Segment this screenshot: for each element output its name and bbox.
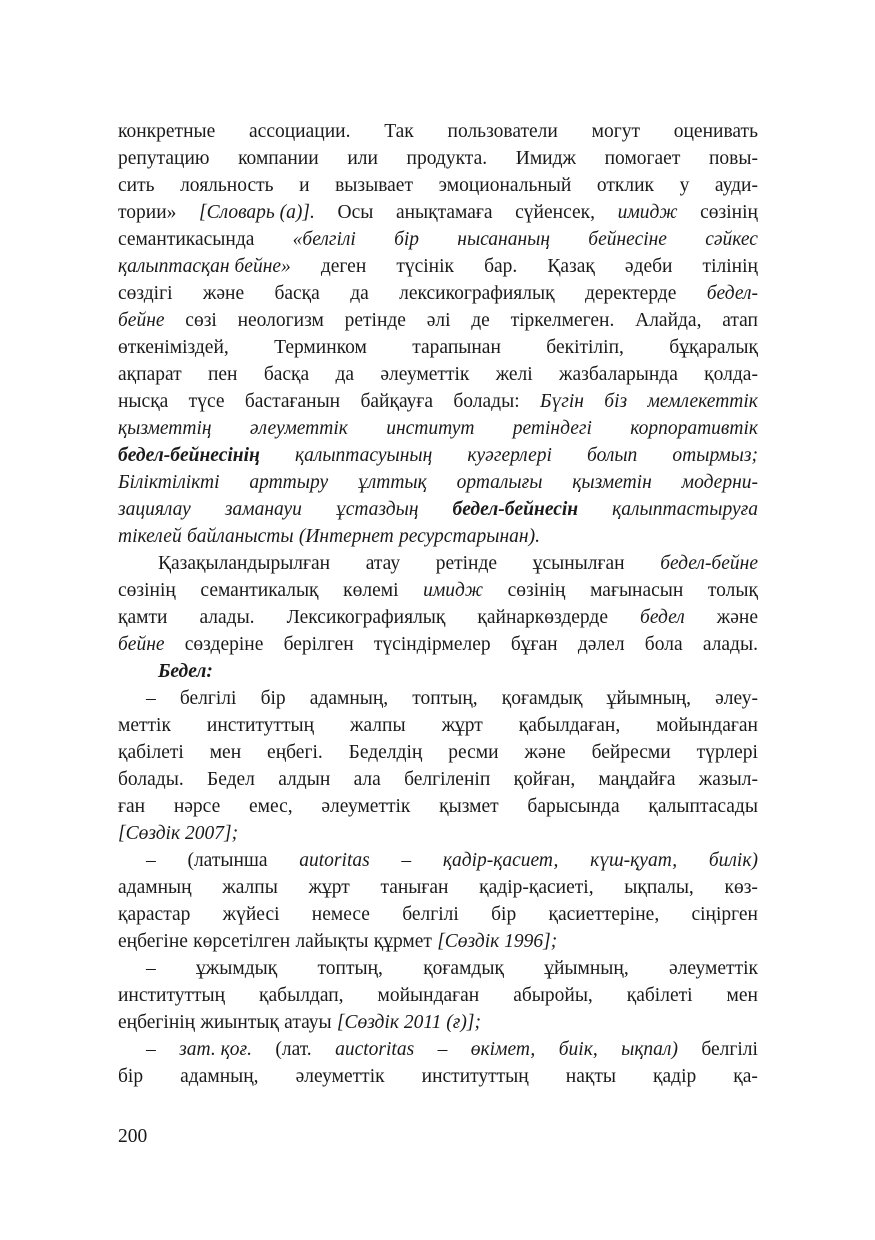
text-segment: әлеуметтік bbox=[249, 418, 348, 439]
text-segment: де bbox=[471, 310, 490, 331]
text-segment: барысында bbox=[527, 796, 620, 817]
text-segment: қабылдаған, bbox=[518, 715, 621, 736]
text-segment: – bbox=[146, 1039, 156, 1060]
text-segment: неологизм bbox=[237, 310, 324, 331]
text-line bbox=[118, 226, 758, 253]
text-line bbox=[118, 469, 758, 496]
text-segment: жазбаларында bbox=[559, 364, 678, 385]
text-segment: ресми bbox=[448, 742, 499, 763]
text-segment: (лат. bbox=[275, 1039, 312, 1060]
text-segment: нысананың bbox=[457, 229, 551, 250]
text-segment: қабылдап, bbox=[259, 985, 344, 1006]
text-line bbox=[118, 604, 758, 631]
text-segment: семантикалық bbox=[200, 580, 319, 601]
text-segment: (латынша bbox=[187, 850, 268, 871]
text-segment: бұқаралық bbox=[669, 337, 758, 358]
text-segment: қойған, bbox=[513, 769, 576, 790]
text-line bbox=[118, 334, 758, 361]
text-line bbox=[118, 118, 758, 145]
text-segment: сүйенсек, bbox=[515, 202, 595, 223]
text-segment: модерни- bbox=[681, 472, 758, 493]
text-segment: атап bbox=[722, 310, 758, 331]
text-segment: ұстаздың bbox=[335, 499, 419, 520]
text-segment: заманауи bbox=[224, 499, 302, 520]
text-segment: отырмыз; bbox=[672, 445, 758, 466]
text-segment: мағынасын bbox=[590, 580, 684, 601]
text-segment: ұжымдық bbox=[196, 958, 278, 979]
text-segment: зациялау bbox=[118, 499, 191, 520]
text-segment: [Сөздік 2007]; bbox=[118, 823, 239, 844]
text-segment: тіркелмеген. bbox=[510, 310, 615, 331]
text-segment: бұған bbox=[510, 634, 558, 655]
text-segment: адамның, bbox=[180, 1066, 259, 1087]
text-line bbox=[118, 523, 758, 550]
text-segment: көз- bbox=[724, 877, 758, 898]
text-segment: түсінік bbox=[396, 256, 454, 277]
text-segment: или bbox=[347, 148, 378, 169]
text-segment: толық bbox=[707, 580, 758, 601]
text-segment: Қазақыландырылған bbox=[158, 553, 331, 574]
text-segment: бастағанын bbox=[244, 391, 341, 412]
text-segment: құрмет bbox=[373, 931, 432, 952]
text-segment: да bbox=[350, 283, 369, 304]
text-segment: болады. bbox=[118, 769, 184, 790]
text-segment: тікелей bbox=[118, 526, 182, 547]
text-segment: лайықты bbox=[295, 931, 369, 952]
text-segment: (Интернет bbox=[298, 526, 394, 547]
text-segment: меттік bbox=[118, 715, 171, 736]
text-segment: біз bbox=[604, 391, 628, 412]
text-segment: продукта. bbox=[406, 148, 488, 169]
text-segment: [Сөздік 1996]; bbox=[437, 931, 558, 952]
text-segment: ретінде bbox=[344, 310, 406, 331]
text-segment: қадір-қасиет, bbox=[442, 850, 559, 871]
text-segment: түсіндірмелер bbox=[373, 634, 491, 655]
text-segment: мемлекеттік bbox=[647, 391, 758, 412]
text-segment: топтың, bbox=[317, 958, 383, 979]
text-segment: Так bbox=[384, 121, 414, 142]
text-segment: Алайда, bbox=[635, 310, 702, 331]
text-segment: – bbox=[146, 958, 156, 979]
text-segment: деректерде bbox=[584, 283, 677, 304]
text-segment: қадір bbox=[653, 1066, 697, 1087]
text-segment: жалпы bbox=[350, 715, 406, 736]
text-segment: пен bbox=[207, 364, 238, 385]
text-segment: күш-қуат, bbox=[590, 850, 678, 871]
text-segment: auctoritas bbox=[335, 1039, 415, 1060]
text-segment: зат. қоғ. bbox=[179, 1039, 252, 1060]
text-segment: ретіндегі bbox=[512, 418, 592, 439]
text-line bbox=[118, 1063, 758, 1090]
text-line bbox=[118, 928, 758, 955]
text-segment: қоғамдық bbox=[501, 688, 583, 709]
text-segment: биік, bbox=[558, 1039, 598, 1060]
text-segment: ұйымның, bbox=[606, 688, 692, 709]
text-segment: алады. bbox=[702, 634, 758, 655]
text-segment: атауы bbox=[284, 1012, 332, 1033]
text-segment: анықтамаға bbox=[395, 202, 493, 223]
text-segment: ресурстарынан). bbox=[398, 526, 540, 547]
text-segment: бір bbox=[491, 904, 517, 925]
text-segment: Беделдің bbox=[348, 742, 423, 763]
text-segment: әлеуметтік bbox=[295, 1066, 385, 1087]
text-segment: қадір-қасиеті, bbox=[479, 877, 594, 898]
text-segment: немесе bbox=[311, 904, 370, 925]
text-segment: және bbox=[716, 607, 758, 628]
text-segment: қалыптастыруға bbox=[612, 499, 758, 520]
text-segment: «белгілі bbox=[292, 229, 356, 250]
text-line bbox=[118, 199, 758, 226]
text-segment: сіңірген bbox=[691, 904, 758, 925]
text-segment: бір bbox=[394, 229, 420, 250]
text-segment: – bbox=[146, 688, 156, 709]
text-segment: институттың bbox=[118, 985, 226, 1006]
text-line bbox=[118, 658, 758, 685]
text-line bbox=[118, 415, 758, 442]
text-segment: ған bbox=[118, 796, 146, 817]
text-segment: билік) bbox=[708, 850, 758, 871]
text-segment: қызметін bbox=[572, 472, 652, 493]
text-line bbox=[118, 280, 758, 307]
text-line bbox=[118, 982, 758, 1009]
text-segment: белгіленіп bbox=[404, 769, 491, 790]
text-line bbox=[118, 712, 758, 739]
text-segment: тории» bbox=[118, 202, 177, 223]
text-segment: сөзінің bbox=[700, 202, 758, 223]
text-segment: белгілі bbox=[402, 904, 459, 925]
text-line bbox=[118, 253, 758, 280]
text-segment: ықпалы, bbox=[624, 877, 694, 898]
text-segment: қызметтің bbox=[118, 418, 212, 439]
text-segment: топтың, bbox=[412, 688, 478, 709]
text-segment: бекітіліп, bbox=[546, 337, 624, 358]
text-segment: еңбегінің bbox=[118, 1012, 196, 1033]
text-line bbox=[118, 874, 758, 901]
text-segment: қоғамдық bbox=[423, 958, 504, 979]
text-line bbox=[118, 955, 758, 982]
text-segment: Имидж bbox=[515, 148, 576, 169]
text-segment: институттың bbox=[421, 1066, 529, 1087]
text-segment: нәрсе bbox=[173, 796, 221, 817]
text-segment: адамның bbox=[118, 877, 192, 898]
text-segment: повы- bbox=[708, 148, 758, 169]
text-segment: қолда- bbox=[704, 364, 758, 385]
text-segment: түрлері bbox=[696, 742, 758, 763]
text-line bbox=[118, 388, 758, 415]
text-segment: әдеби bbox=[624, 256, 673, 277]
text-segment: желі bbox=[495, 364, 533, 385]
text-segment: байланысты bbox=[186, 526, 294, 547]
text-segment: мен bbox=[209, 742, 242, 763]
text-segment: көрсетілген bbox=[193, 931, 291, 952]
text-segment: жүйесі bbox=[222, 904, 280, 925]
text-segment: репутацию bbox=[118, 148, 210, 169]
text-line bbox=[118, 550, 758, 577]
text-segment: таныған bbox=[380, 877, 449, 898]
text-segment: ұлттық bbox=[357, 472, 427, 493]
text-segment: бір bbox=[260, 688, 286, 709]
text-line bbox=[118, 172, 758, 199]
text-segment: корпоративтік bbox=[630, 418, 758, 439]
text-segment: өткеніміздей, bbox=[118, 337, 229, 358]
text-segment: қалыптасуының bbox=[294, 445, 433, 466]
text-segment: жұрт bbox=[441, 715, 483, 736]
text-segment: Бедел: bbox=[158, 661, 213, 682]
text-segment: отклик bbox=[596, 175, 655, 196]
text-segment: могут bbox=[591, 121, 640, 142]
text-line bbox=[118, 307, 758, 334]
text-segment: пользователи bbox=[447, 121, 558, 142]
text-segment: дәлел bbox=[577, 634, 625, 655]
text-segment: Біліктілікті bbox=[118, 472, 220, 493]
text-segment: қайнаркөздерде bbox=[477, 607, 609, 628]
text-segment: ұсынылған bbox=[532, 553, 625, 574]
text-segment: мойындаған bbox=[656, 715, 758, 736]
text-segment: бейне bbox=[118, 634, 165, 655]
text-line bbox=[118, 820, 758, 847]
text-segment: деген bbox=[320, 256, 367, 277]
text-segment: еңбегі. bbox=[267, 742, 323, 763]
text-segment: болады: bbox=[453, 391, 520, 412]
text-segment: сөзі bbox=[185, 310, 217, 331]
text-segment: берілген bbox=[283, 634, 354, 655]
text-segment: басқа bbox=[263, 364, 310, 385]
text-segment: вызывает bbox=[335, 175, 413, 196]
text-segment: белгілі bbox=[179, 688, 237, 709]
text-segment: имидж bbox=[423, 580, 484, 601]
text-segment: сәйкес bbox=[705, 229, 758, 250]
text-segment: қалыптасқан бейне» bbox=[118, 256, 291, 277]
text-segment: и bbox=[299, 175, 310, 196]
text-segment: тарапынан bbox=[412, 337, 501, 358]
text-line bbox=[118, 847, 758, 874]
text-segment: абыройы, bbox=[513, 985, 593, 1006]
text-segment: тілінің bbox=[702, 256, 758, 277]
text-line bbox=[118, 442, 758, 469]
text-segment: лояльность bbox=[180, 175, 274, 196]
text-segment: бедел- bbox=[706, 283, 758, 304]
text-line bbox=[118, 577, 758, 604]
text-segment: әлі bbox=[426, 310, 451, 331]
text-segment: емес, bbox=[248, 796, 293, 817]
text-segment: бейне bbox=[118, 310, 165, 331]
text-line bbox=[118, 766, 758, 793]
text-segment: – bbox=[146, 850, 156, 871]
text-segment: бір bbox=[118, 1066, 144, 1087]
text-segment: түсе bbox=[188, 391, 225, 412]
text-segment: оценивать bbox=[673, 121, 758, 142]
text-segment: адамның, bbox=[309, 688, 389, 709]
text-segment: және bbox=[524, 742, 566, 763]
text-segment: бейнесіне bbox=[588, 229, 667, 250]
text-segment: сить bbox=[118, 175, 155, 196]
text-segment: жиынтық bbox=[200, 1012, 279, 1033]
text-segment: [Словарь (а)]. bbox=[199, 202, 315, 223]
text-segment: autoritas bbox=[299, 850, 370, 871]
text-segment: ала bbox=[353, 769, 381, 790]
page-number: 200 bbox=[118, 1126, 148, 1147]
text-segment: сөзінің bbox=[507, 580, 566, 601]
text-segment: болып bbox=[587, 445, 638, 466]
text-line bbox=[118, 685, 758, 712]
text-segment: Бедел bbox=[207, 769, 255, 790]
text-segment: қызмет bbox=[439, 796, 499, 817]
text-segment: мойындаған bbox=[377, 985, 480, 1006]
text-segment: бедел bbox=[640, 607, 685, 628]
text-segment: мен bbox=[726, 985, 758, 1006]
text-segment: – bbox=[401, 850, 412, 871]
text-segment: Терминком bbox=[274, 337, 367, 358]
text-segment: ақпарат bbox=[118, 364, 182, 385]
text-segment: эмоциональный bbox=[438, 175, 572, 196]
text-segment: бедел-бейнесін bbox=[452, 499, 579, 520]
text-segment: ықпал) bbox=[621, 1039, 678, 1060]
text-segment: лексикографиялық bbox=[399, 283, 555, 304]
text-segment: сөздігі bbox=[118, 283, 173, 304]
text-segment: семантикасында bbox=[118, 229, 255, 250]
text-line bbox=[118, 793, 758, 820]
text-segment: [Сөздік 2011 (ғ)]; bbox=[336, 1012, 481, 1033]
text-segment: алады. bbox=[199, 607, 255, 628]
text-segment: қалыптасады bbox=[648, 796, 758, 817]
text-line bbox=[118, 145, 758, 172]
text-segment: қарастар bbox=[118, 904, 191, 925]
page-body bbox=[118, 118, 758, 1090]
text-line bbox=[118, 739, 758, 766]
text-segment: арттыру bbox=[249, 472, 329, 493]
text-segment: және bbox=[202, 283, 245, 304]
text-segment: басқа bbox=[274, 283, 320, 304]
text-line bbox=[118, 1009, 758, 1036]
text-segment: әлеуметтік bbox=[321, 796, 411, 817]
text-segment: алдын bbox=[278, 769, 331, 790]
text-segment: қа- bbox=[733, 1066, 758, 1087]
text-segment: конкретные bbox=[118, 121, 216, 142]
text-segment: ассоциации. bbox=[249, 121, 351, 142]
text-segment: помогает bbox=[604, 148, 681, 169]
text-segment: әлеуметтік bbox=[669, 958, 758, 979]
text-segment: белгілі bbox=[701, 1039, 758, 1060]
text-segment: әлеу- bbox=[715, 688, 758, 709]
text-segment: ретінде bbox=[435, 553, 498, 574]
text-segment: қабілеті bbox=[118, 742, 184, 763]
text-line bbox=[118, 631, 758, 658]
text-segment: маңдайға bbox=[598, 769, 676, 790]
text-segment: Осы bbox=[337, 202, 374, 223]
text-segment: ұйымның, bbox=[544, 958, 629, 979]
text-segment: жұрт bbox=[308, 877, 350, 898]
text-line bbox=[118, 901, 758, 928]
text-segment: нысқа bbox=[118, 391, 169, 412]
text-segment: қамти bbox=[118, 607, 168, 628]
text-segment: Қазақ bbox=[547, 256, 595, 277]
text-segment: жалпы bbox=[222, 877, 278, 898]
text-segment: әлеуметтік bbox=[380, 364, 470, 385]
text-segment: бедел-бейне bbox=[660, 553, 758, 574]
text-segment: көлемі bbox=[343, 580, 399, 601]
text-segment: куәгерлері bbox=[467, 445, 552, 466]
text-segment: сөзінің bbox=[118, 580, 176, 601]
text-segment: қабілеті bbox=[626, 985, 693, 1006]
text-segment: еңбегіне bbox=[118, 931, 188, 952]
text-segment: имидж bbox=[617, 202, 678, 223]
text-segment: институттың bbox=[206, 715, 315, 736]
text-segment: өкімет, bbox=[470, 1039, 536, 1060]
text-segment: компании bbox=[238, 148, 319, 169]
text-segment: бейресми bbox=[591, 742, 671, 763]
text-segment: Лексикографиялық bbox=[286, 607, 446, 628]
text-segment: байқауға bbox=[360, 391, 434, 412]
text-segment: сөздеріне bbox=[184, 634, 264, 655]
text-segment: бар. bbox=[484, 256, 518, 277]
text-segment: бедел-бейнесінің bbox=[118, 445, 260, 466]
text-segment: – bbox=[437, 1039, 448, 1060]
text-line bbox=[118, 1036, 758, 1063]
text-segment: институт bbox=[386, 418, 475, 439]
text-segment: атау bbox=[365, 553, 401, 574]
text-segment: Бүгін bbox=[539, 391, 584, 412]
text-line bbox=[118, 361, 758, 388]
text-segment: да bbox=[335, 364, 355, 385]
text-segment: орталығы bbox=[456, 472, 543, 493]
text-line bbox=[118, 496, 758, 523]
text-segment: бола bbox=[644, 634, 683, 655]
text-segment: жазыл- bbox=[698, 769, 758, 790]
text-segment: у bbox=[679, 175, 690, 196]
text-segment: қасиеттеріне, bbox=[548, 904, 660, 925]
text-segment: нақты bbox=[565, 1066, 616, 1087]
text-segment: ауди- bbox=[714, 175, 758, 196]
